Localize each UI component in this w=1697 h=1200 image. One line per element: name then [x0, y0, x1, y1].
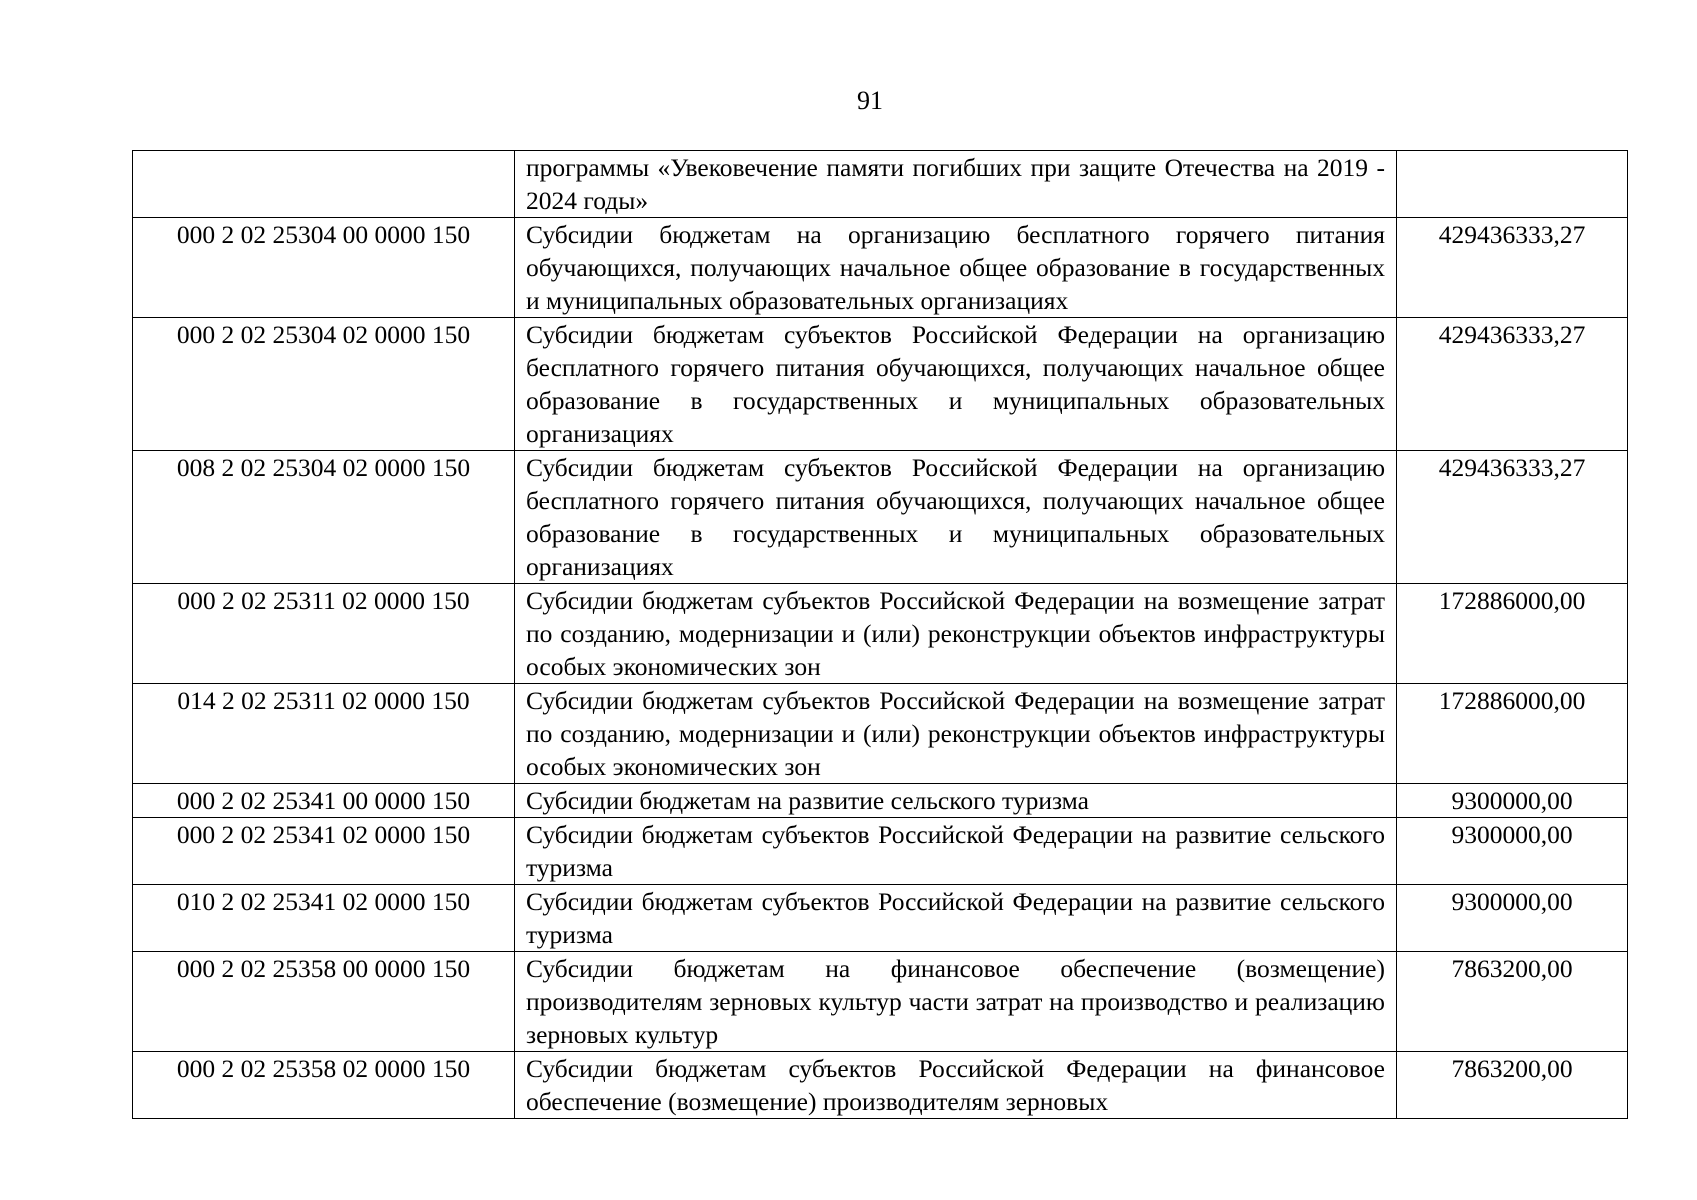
table-row [133, 885, 1628, 952]
table-row [133, 218, 1628, 318]
table-row [133, 684, 1628, 784]
budget-code-cell: 010 2 02 25341 02 0000 150 [133, 885, 515, 952]
description-cell: Субсидии бюджетам на организацию бесплатного горячего питания обучающихся, получающих начальное общее образование в государственных и муниципальных образовательных организациях [515, 218, 1397, 318]
description-cell: Субсидии бюджетам субъектов Российской Федерации на возмещение затрат по созданию, модернизации и (или) реконструкции объектов инфраструктуры особых экономических зон [515, 684, 1397, 784]
budget-code-cell [133, 151, 515, 218]
description-cell: Субсидии бюджетам субъектов Российской Федерации на развитие сельского туризма [515, 885, 1397, 952]
amount-cell: 429436333,27 [1397, 218, 1628, 318]
description-cell: Субсидии бюджетам на финансовое обеспечение (возмещение) производителям зерновых культур части затрат на производство и реализацию зерновых культур [515, 952, 1397, 1052]
budget-code-cell: 008 2 02 25304 02 0000 150 [133, 451, 515, 584]
table-row [133, 952, 1628, 1052]
description-cell: Субсидии бюджетам субъектов Российской Федерации на возмещение затрат по созданию, модернизации и (или) реконструкции объектов инфраструктуры особых экономических зон [515, 584, 1397, 684]
budget-code-cell: 000 2 02 25358 02 0000 150 [133, 1052, 515, 1119]
budget-code-cell: 014 2 02 25311 02 0000 150 [133, 684, 515, 784]
amount-cell [1397, 151, 1628, 218]
budget-code-cell: 000 2 02 25341 00 0000 150 [133, 784, 515, 818]
description-cell: Субсидии бюджетам на развитие сельского туризма [515, 784, 1397, 818]
table-row [133, 451, 1628, 584]
table-row [133, 818, 1628, 885]
amount-cell: 429436333,27 [1397, 451, 1628, 584]
budget-revenue-table [132, 150, 1628, 1119]
amount-cell: 172886000,00 [1397, 584, 1628, 684]
amount-cell: 429436333,27 [1397, 318, 1628, 451]
amount-cell: 7863200,00 [1397, 952, 1628, 1052]
budget-code-cell: 000 2 02 25341 02 0000 150 [133, 818, 515, 885]
budget-code-cell: 000 2 02 25311 02 0000 150 [133, 584, 515, 684]
table-row [133, 1052, 1628, 1119]
page-number: 91 [857, 86, 883, 115]
amount-cell: 9300000,00 [1397, 885, 1628, 952]
description-cell: Субсидии бюджетам субъектов Российской Федерации на развитие сельского туризма [515, 818, 1397, 885]
description-cell: программы «Увековечение памяти погибших при защите Отечества на 2019 - 2024 годы» [515, 151, 1397, 218]
description-cell: Субсидии бюджетам субъектов Российской Федерации на организацию бесплатного горячего питания обучающихся, получающих начальное общее образование в государственных и муниципальных образовательных организациях [515, 451, 1397, 584]
table-row [133, 584, 1628, 684]
amount-cell: 9300000,00 [1397, 818, 1628, 885]
table-row [133, 784, 1628, 818]
description-cell: Субсидии бюджетам субъектов Российской Федерации на финансовое обеспечение (возмещение) производителям зерновых [515, 1052, 1397, 1119]
table-row [133, 318, 1628, 451]
budget-code-cell: 000 2 02 25358 00 0000 150 [133, 952, 515, 1052]
amount-cell: 9300000,00 [1397, 784, 1628, 818]
table-row [133, 151, 1628, 218]
budget-code-cell: 000 2 02 25304 00 0000 150 [133, 218, 515, 318]
description-cell: Субсидии бюджетам субъектов Российской Федерации на организацию бесплатного горячего питания обучающихся, получающих начальное общее образование в государственных и муниципальных образовательных организациях [515, 318, 1397, 451]
amount-cell: 7863200,00 [1397, 1052, 1628, 1119]
budget-code-cell: 000 2 02 25304 02 0000 150 [133, 318, 515, 451]
amount-cell: 172886000,00 [1397, 684, 1628, 784]
